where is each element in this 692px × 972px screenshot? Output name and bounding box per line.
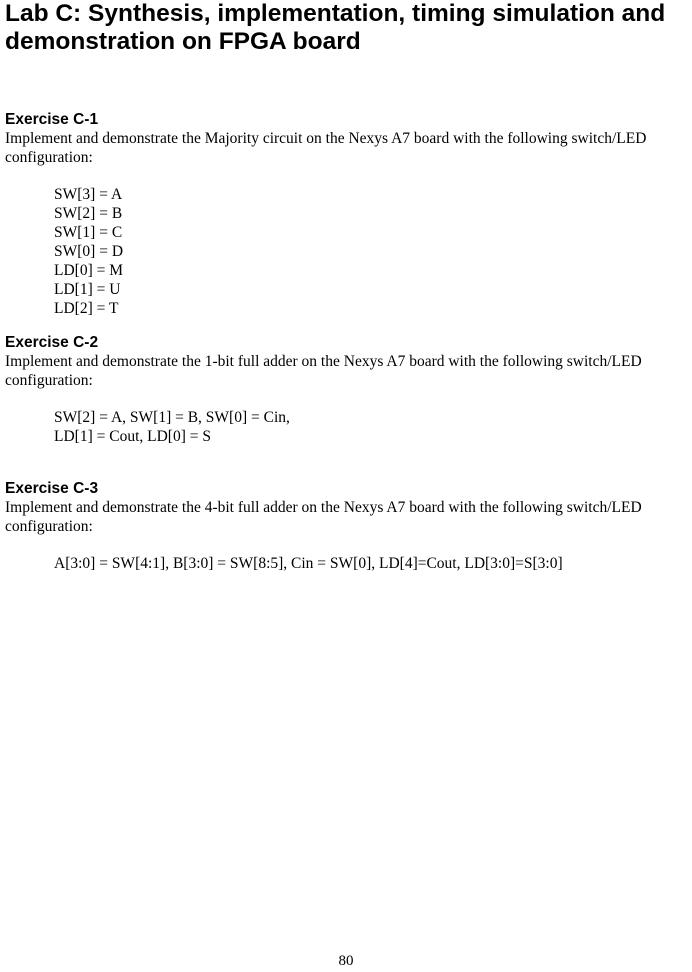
exercise-heading: Exercise C-1 <box>5 111 99 128</box>
config-line: A[3:0] = SW[4:1], B[3:0] = SW[8:5], Cin = SW[0], LD[4]=Cout, LD[3:0]=S[3:0] <box>54 555 563 572</box>
config-list <box>54 408 691 446</box>
exercise-c3-section <box>5 479 691 573</box>
config-line: SW[2] = B <box>54 205 123 222</box>
config-line: SW[1] = C <box>54 224 123 241</box>
exercise-description: Implement and demonstrate the 4-bit full adder on the Nexys A7 board with the following switch/LED configuration: <box>5 499 642 535</box>
exercise-c1-section <box>5 110 691 318</box>
exercise-description: Implement and demonstrate the 1-bit full adder on the Nexys A7 board with the following switch/LED configuration: <box>5 353 642 389</box>
config-line: SW[2] = A, SW[1] = B, SW[0] = Cin, <box>54 409 290 426</box>
exercise-heading: Exercise C-3 <box>5 480 99 497</box>
config-line: LD[2] = T <box>54 300 119 317</box>
exercise-description: Implement and demonstrate the Majority circuit on the Nexys A7 board with the following switch/LED configuration: <box>5 130 647 166</box>
config-line: SW[0] = D <box>54 243 124 260</box>
page-title: Lab C: Synthesis, implementation, timing simulation and demonstration on FPGA board <box>5 0 666 55</box>
exercise-c2-section <box>5 333 691 446</box>
config-line: LD[0] = M <box>54 262 124 279</box>
config-line: LD[1] = Cout, LD[0] = S <box>54 428 211 445</box>
config-line: LD[1] = U <box>54 281 121 298</box>
exercise-heading: Exercise C-2 <box>5 334 99 351</box>
config-list <box>54 554 691 573</box>
page-number: 80 <box>338 953 354 969</box>
config-line: SW[3] = A <box>54 186 123 203</box>
config-list <box>54 185 691 318</box>
